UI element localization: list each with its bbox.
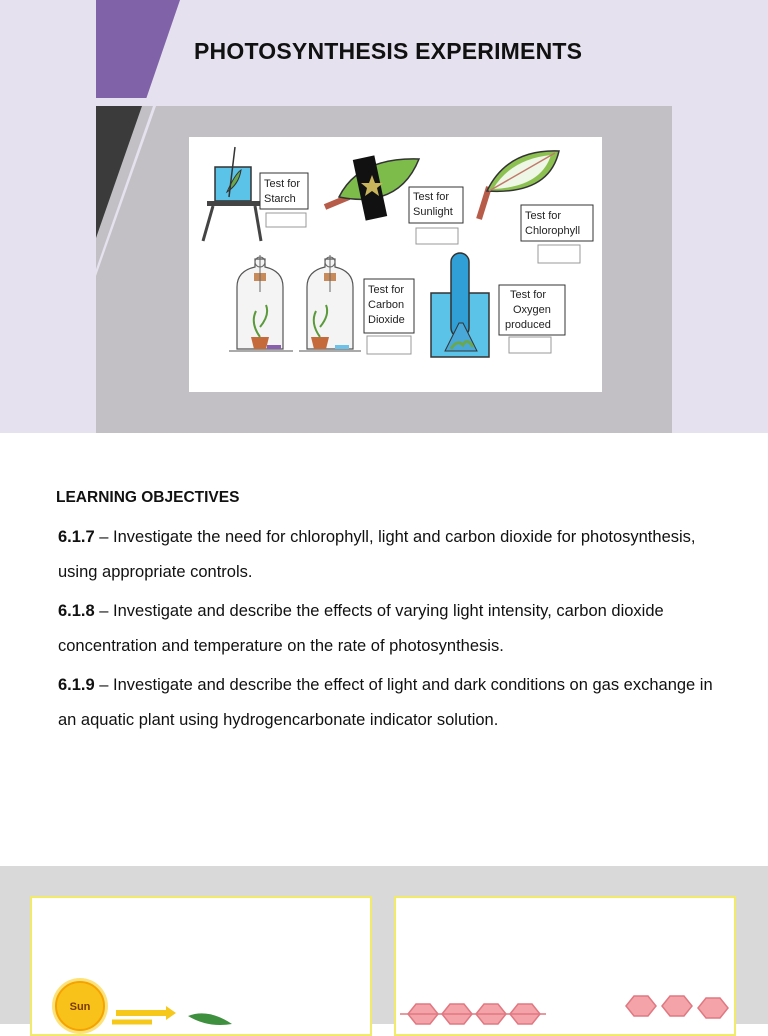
objective-text: – Investigate and describe the effects of varying light intensity, carbon dioxide concentration and temperature on the rate of photosynthesis. [58,602,664,655]
label-co2-line3: Dioxide [368,314,405,326]
covered-leaf-icon [325,155,419,220]
objectives-heading: LEARNING OBJECTIVES [56,489,240,506]
label-starch-line2: Starch [264,193,296,205]
leaf-icon [188,1013,232,1025]
label-oxygen-line2: Oxygen [513,304,551,316]
beaker-tripod-icon [203,147,261,241]
label-starch-line1: Test for [264,178,301,190]
label-test-starch [260,173,308,227]
label-oxygen-line3: produced [505,319,551,331]
label-chlorophyll-line2: Chlorophyll [525,225,581,237]
page-title: PHOTOSYNTHESIS EXPERIMENTS [194,38,583,64]
label-oxygen-line1: Test for [510,289,547,301]
objective-text: – Investigate the need for chlorophyll, light and carbon dioxide for photosynthesis, using appropriate controls. [58,528,696,581]
glucose-chain-illustration [396,898,734,1034]
objective-text: – Investigate and describe the effect of light and dark conditions on gas exchange in an aquatic plant using hydrogencarbonate indicator solution. [58,676,713,729]
sun-label: Sun [69,1001,91,1013]
label-co2-line1: Test for [368,284,405,296]
label-test-oxygen [499,285,565,353]
label-chlorophyll-line1: Test for [525,210,562,222]
sun-leaf-illustration [32,898,370,1034]
objective-code: 6.1.7 [58,528,95,546]
experiments-diagram [189,137,602,392]
label-test-sunlight [409,187,463,244]
preview-card-light[interactable] [30,896,372,1036]
objective-code: 6.1.9 [58,676,95,694]
experiments-illustration [189,137,602,392]
objective-code: 6.1.8 [58,602,95,620]
label-sunlight-line1: Test for [413,191,450,203]
objective-item [58,668,718,738]
objective-item [58,520,718,590]
bell-jar-right-icon [299,255,361,351]
objective-item [58,594,718,664]
label-test-chlorophyll [521,205,593,263]
label-sunlight-line2: Sunlight [413,206,453,218]
label-test-carbon-dioxide [364,279,414,354]
oxygen-collection-icon [431,253,489,357]
bell-jar-left-icon [229,255,293,351]
glucose-chain-icon [408,996,728,1024]
label-co2-line2: Carbon [368,299,405,311]
preview-card-glucose[interactable] [394,896,736,1036]
light-arrow-icon [116,1006,176,1020]
